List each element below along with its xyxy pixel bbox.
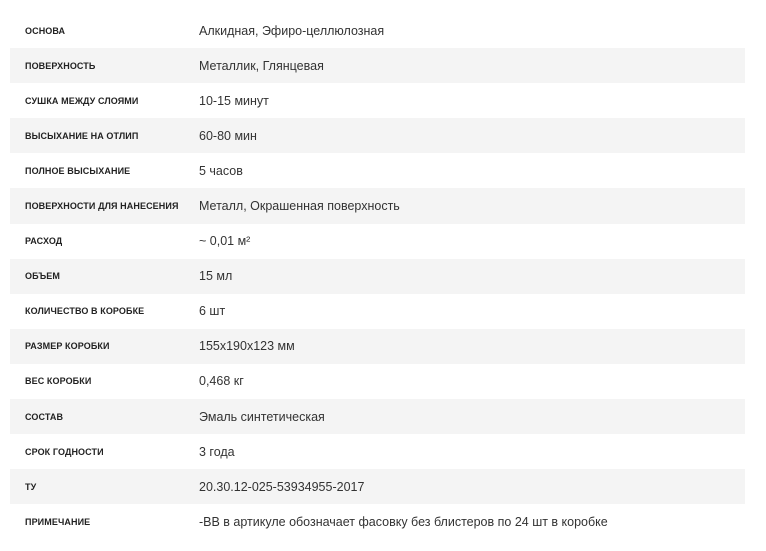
spec-value: Алкидная, Эфиро-целлюлозная xyxy=(199,23,385,38)
spec-value: 20.30.12-025-53934955-2017 xyxy=(199,479,365,494)
spec-value: 15 мл xyxy=(199,269,233,284)
spec-row-shelf-life xyxy=(10,434,745,469)
spec-value: 60-80 мин xyxy=(199,128,257,143)
spec-value: 10-15 минут xyxy=(199,93,269,108)
spec-row-quantity-per-box xyxy=(10,294,745,329)
spec-value: ~ 0,01 м² xyxy=(199,234,251,249)
spec-label: СУШКА МЕЖДУ СЛОЯМИ xyxy=(25,95,139,106)
spec-label: ТУ xyxy=(25,481,37,492)
spec-label: СРОК ГОДНОСТИ xyxy=(25,446,104,457)
spec-row-tu xyxy=(10,469,745,504)
spec-row-full-drying xyxy=(10,153,745,188)
spec-label: РАСХОД xyxy=(25,236,63,247)
spec-label: ОБЪЕМ xyxy=(25,271,60,282)
spec-label: СОСТАВ xyxy=(25,411,64,422)
spec-value: Металлик, Глянцевая xyxy=(199,58,324,73)
spec-label: ПРИМЕЧАНИЕ xyxy=(25,516,91,527)
spec-value: Металл, Окрашенная поверхность xyxy=(199,199,400,214)
spec-value: 155x190x123 мм xyxy=(199,339,295,354)
spec-label: ВЫСЫХАНИЕ НА ОТЛИП xyxy=(25,130,139,141)
spec-row-base xyxy=(10,13,745,48)
spec-row-note xyxy=(10,504,745,539)
spec-label: ОСНОВА xyxy=(25,25,66,36)
spec-row-surface xyxy=(10,48,745,83)
spec-value: 3 года xyxy=(199,444,235,459)
spec-label: ВЕС КОРОБКИ xyxy=(25,376,92,387)
spec-row-box-size xyxy=(10,329,745,364)
spec-row-volume xyxy=(10,259,745,294)
spec-row-application-surfaces xyxy=(10,188,745,223)
specs-table xyxy=(10,13,745,539)
spec-value: 5 часов xyxy=(199,163,243,178)
spec-label: ПОВЕРХНОСТИ ДЛЯ НАНЕСЕНИЯ xyxy=(25,201,179,212)
spec-value: 6 шт xyxy=(199,304,226,319)
spec-value: Эмаль синтетическая xyxy=(199,409,325,424)
spec-label: РАЗМЕР КОРОБКИ xyxy=(25,341,110,352)
spec-row-interlayer-drying xyxy=(10,83,745,118)
spec-row-composition xyxy=(10,399,745,434)
spec-row-box-weight xyxy=(10,364,745,399)
spec-row-tack-free xyxy=(10,118,745,153)
spec-value: 0,468 кг xyxy=(199,374,244,389)
spec-value: -ВВ в артикуле обозначает фасовку без блистеров по 24 шт в коробке xyxy=(199,514,608,529)
spec-label: КОЛИЧЕСТВО В КОРОБКЕ xyxy=(25,306,145,317)
spec-label: ПОВЕРХНОСТЬ xyxy=(25,60,96,71)
spec-label: ПОЛНОЕ ВЫСЫХАНИЕ xyxy=(25,165,131,176)
spec-row-consumption xyxy=(10,224,745,259)
